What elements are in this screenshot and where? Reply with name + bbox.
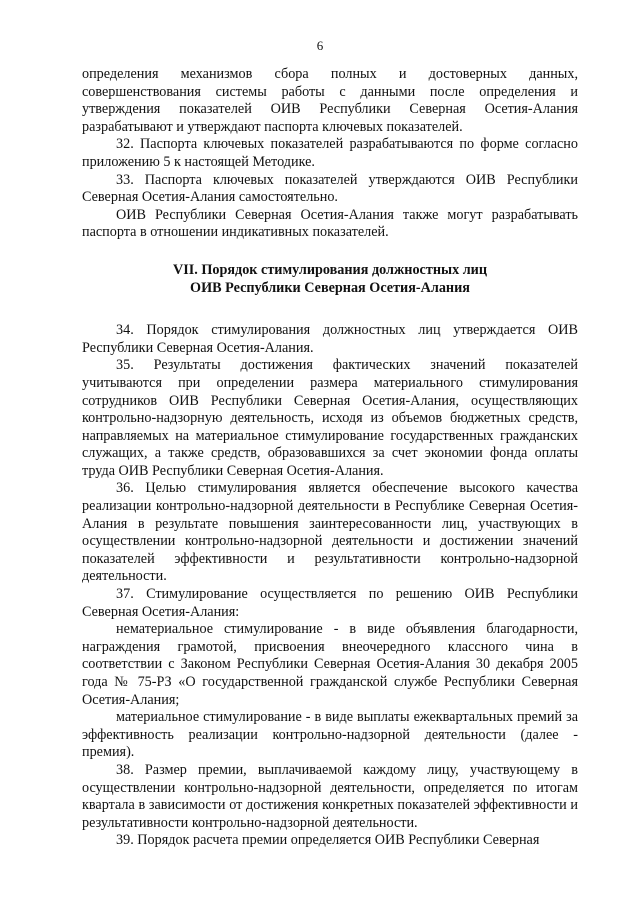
page-number: 6 — [316, 38, 324, 53]
paragraph-indicative-passports: ОИВ Республики Северная Осетия-Алания также могут разрабатывать паспорта в отношении индикативных показателей. — [82, 206, 578, 241]
paragraph-34: 34. Порядок стимулирования должностных лиц утверждается ОИВ Республики Северная Осетия-Алания. — [82, 322, 578, 356]
paragraph-continuation: определения механизмов сбора полных и достоверных данных, совершенствования системы работы с данными после определения и утверждения показателей ОИВ Республики Северная Осетия-Алания разрабатывают и утверждают паспорта ключевых показателей. — [82, 66, 578, 135]
paragraph-32: 32. Паспорта ключевых показателей разрабатываются по форме согласно приложению 5 к настоящей Методике. — [82, 136, 578, 170]
paragraph-37: 37. Стимулирование осуществляется по решению ОИВ Республики Северная Осетия-Алания: — [82, 586, 578, 620]
paragraph-36: 36. Целью стимулирования является обеспечение высокого качества реализации контрольно-надзорной деятельности в Республике Северная Осетия-Алания в результате повышения заинтересованности лиц, участвующих в осуществлении контрольно-надзорной деятельности и достижении значений показателей эффективности и результативности контрольно-надзорной деятельности. — [82, 480, 578, 585]
heading-spacer — [82, 297, 578, 322]
section-heading-line-2: ОИВ Республики Северная Осетия-Алания — [190, 279, 470, 296]
paragraph-38: 38. Размер премии, выплачиваемой каждому лицу, участвующему в осуществлении контрольно-надзорной деятельности, определяется по итогам квартала в зависимости от достижения конкретных показателей эффективности и результативности контрольно-надзорной деятельности. — [82, 761, 578, 831]
paragraph-35: 35. Результаты достижения фактических значений показателей учитываются при определении размера материального стимулирования сотрудников ОИВ Республики Северная Осетия-Алания, осуществляющих контрольно-надзорную деятельность, исходя из объемов бюджетных средств, направляемых на материальное стимулирование государственных гражданских служащих, а также средств, образовавшихся за счет экономии фонда оплаты труда ОИВ Республики Северная Осетия-Алания. — [82, 357, 578, 479]
document-body — [82, 66, 578, 850]
paragraph-39: 39. Порядок расчета премии определяется ОИВ Республики Северная — [116, 832, 540, 849]
paragraph-33: 33. Паспорта ключевых показателей утверждаются ОИВ Республики Северная Осетия-Алания самостоятельно. — [82, 171, 578, 206]
paragraph-material-incentive: материальное стимулирование - в виде выплаты ежеквартальных премий за эффективность реализации контрольно-надзорной деятельности (далее - премия). — [82, 709, 578, 761]
section-heading-line-1: VII. Порядок стимулирования должностных лиц — [172, 261, 488, 278]
paragraph-non-material-incentive: нематериальное стимулирование - в виде объявления благодарности, награждения грамотой, присвоения внеочередного классного чина в соответствии с Законом Республики Северная Осетия-Алания 30 декабря 2005 года № 75-РЗ «О государственной гражданской службе Республики Северная Осетия-Алания; — [82, 621, 578, 708]
section-heading — [82, 262, 578, 297]
